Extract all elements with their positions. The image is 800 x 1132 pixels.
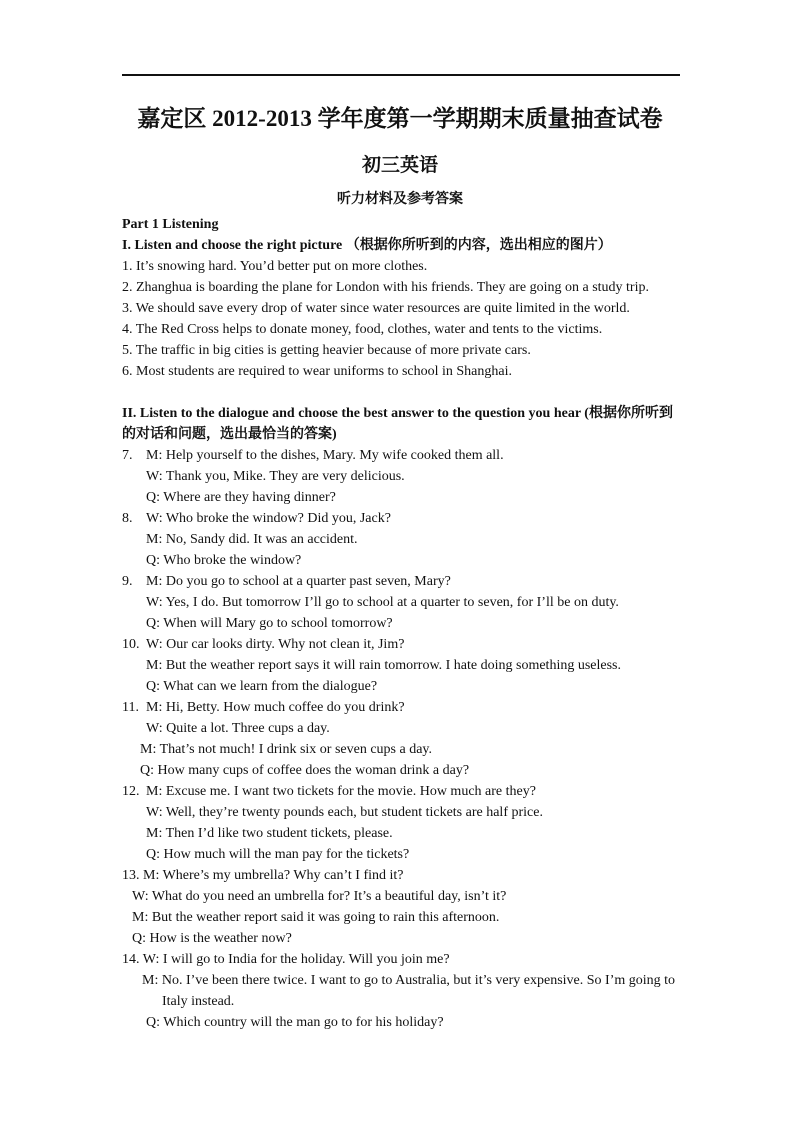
document-body bbox=[122, 214, 684, 1033]
dialogue-line: 12. M: Excuse me. I want two tickets for the movie. How much are they? bbox=[122, 784, 536, 799]
section1-item: 6. Most students are required to wear uniforms to school in Shanghai. bbox=[122, 364, 512, 379]
section2-heading-cont: 的对话和问题，选出最恰当的答案) bbox=[122, 427, 337, 442]
header-rule bbox=[122, 74, 680, 76]
section1-item: 1. It’s snowing hard. You’d better put on more clothes. bbox=[122, 259, 428, 274]
page-subtitle-secondary: 听力材料及参考答案 bbox=[337, 192, 463, 207]
dialogue-question: Q: When will Mary go to school tomorrow? bbox=[146, 616, 393, 631]
dialogue-line: W: Well, they’re twenty pounds each, but student tickets are half price. bbox=[146, 805, 543, 820]
section1-item: 2. Zhanghua is boarding the plane for London with his friends. They are going on a study trip. bbox=[122, 280, 649, 295]
dialogue-question: Q: Who broke the window? bbox=[146, 553, 302, 568]
dialogue-line: M: Then I’d like two student tickets, please. bbox=[146, 826, 393, 841]
dialogue-line: 10. W: Our car looks dirty. Why not clean it, Jim? bbox=[122, 637, 405, 652]
dialogue-question: Q: How much will the man pay for the tickets? bbox=[146, 847, 410, 862]
dialogue-question: Q: How many cups of coffee does the woman drink a day? bbox=[140, 763, 470, 778]
section2-heading: II. Listen to the dialogue and choose the best answer to the question you hear (根据你所听到 bbox=[122, 406, 673, 421]
dialogue-line: 14. W: I will go to India for the holiday. Will you join me? bbox=[122, 952, 450, 967]
dialogue-line: 8. W: Who broke the window? Did you, Jack? bbox=[122, 511, 391, 526]
dialogue-question: Q: Where are they having dinner? bbox=[146, 490, 336, 505]
dialogue-line: M: That’s not much! I drink six or seven cups a day. bbox=[140, 742, 433, 757]
page-subtitle: 初三英语 bbox=[361, 155, 438, 176]
dialogue-line: M: But the weather report said it was going to rain this afternoon. bbox=[132, 910, 500, 925]
dialogue-line: 9. M: Do you go to school at a quarter past seven, Mary? bbox=[122, 574, 451, 589]
dialogue-line: M: But the weather report says it will rain tomorrow. I hate doing something useless. bbox=[146, 658, 622, 673]
dialogue-question: Q: How is the weather now? bbox=[132, 931, 292, 946]
dialogue-question: Q: What can we learn from the dialogue? bbox=[146, 679, 378, 694]
dialogue-line: 7. M: Help yourself to the dishes, Mary. My wife cooked them all. bbox=[122, 448, 504, 463]
part-heading: Part 1 Listening bbox=[122, 217, 219, 232]
dialogue-line: W: What do you need an umbrella for? It’s a beautiful day, isn’t it? bbox=[132, 889, 507, 904]
section1-item: 4. The Red Cross helps to donate money, food, clothes, water and tents to the victims. bbox=[122, 322, 603, 337]
dialogue-line: Italy instead. bbox=[162, 994, 235, 1009]
dialogue-line: W: Quite a lot. Three cups a day. bbox=[146, 721, 330, 736]
section1-heading: I. Listen and choose the right picture （根据你所听到的内容，选出相应的图片） bbox=[122, 238, 612, 253]
page-title: 嘉定区 2012-2013 学年度第一学期期末质量抽查试卷 bbox=[137, 106, 663, 131]
dialogue-line: 13. M: Where’s my umbrella? Why can’t I find it? bbox=[122, 868, 404, 883]
dialogue-line: 11. M: Hi, Betty. How much coffee do you drink? bbox=[122, 700, 405, 715]
section1-item: 3. We should save every drop of water since water resources are quite limited in the world. bbox=[122, 301, 630, 316]
dialogue-line: M: No, Sandy did. It was an accident. bbox=[146, 532, 358, 547]
section1-item: 5. The traffic in big cities is getting heavier because of more private cars. bbox=[122, 343, 531, 358]
dialogue-line: W: Thank you, Mike. They are very delicious. bbox=[146, 469, 405, 484]
dialogue-question: Q: Which country will the man go to for his holiday? bbox=[146, 1015, 444, 1030]
dialogue-line: W: Yes, I do. But tomorrow I’ll go to school at a quarter to seven, for I’ll be on duty. bbox=[146, 595, 619, 610]
dialogue-line: M: No. I’ve been there twice. I want to go to Australia, but it’s very expensive. So I’m going to bbox=[142, 973, 676, 988]
